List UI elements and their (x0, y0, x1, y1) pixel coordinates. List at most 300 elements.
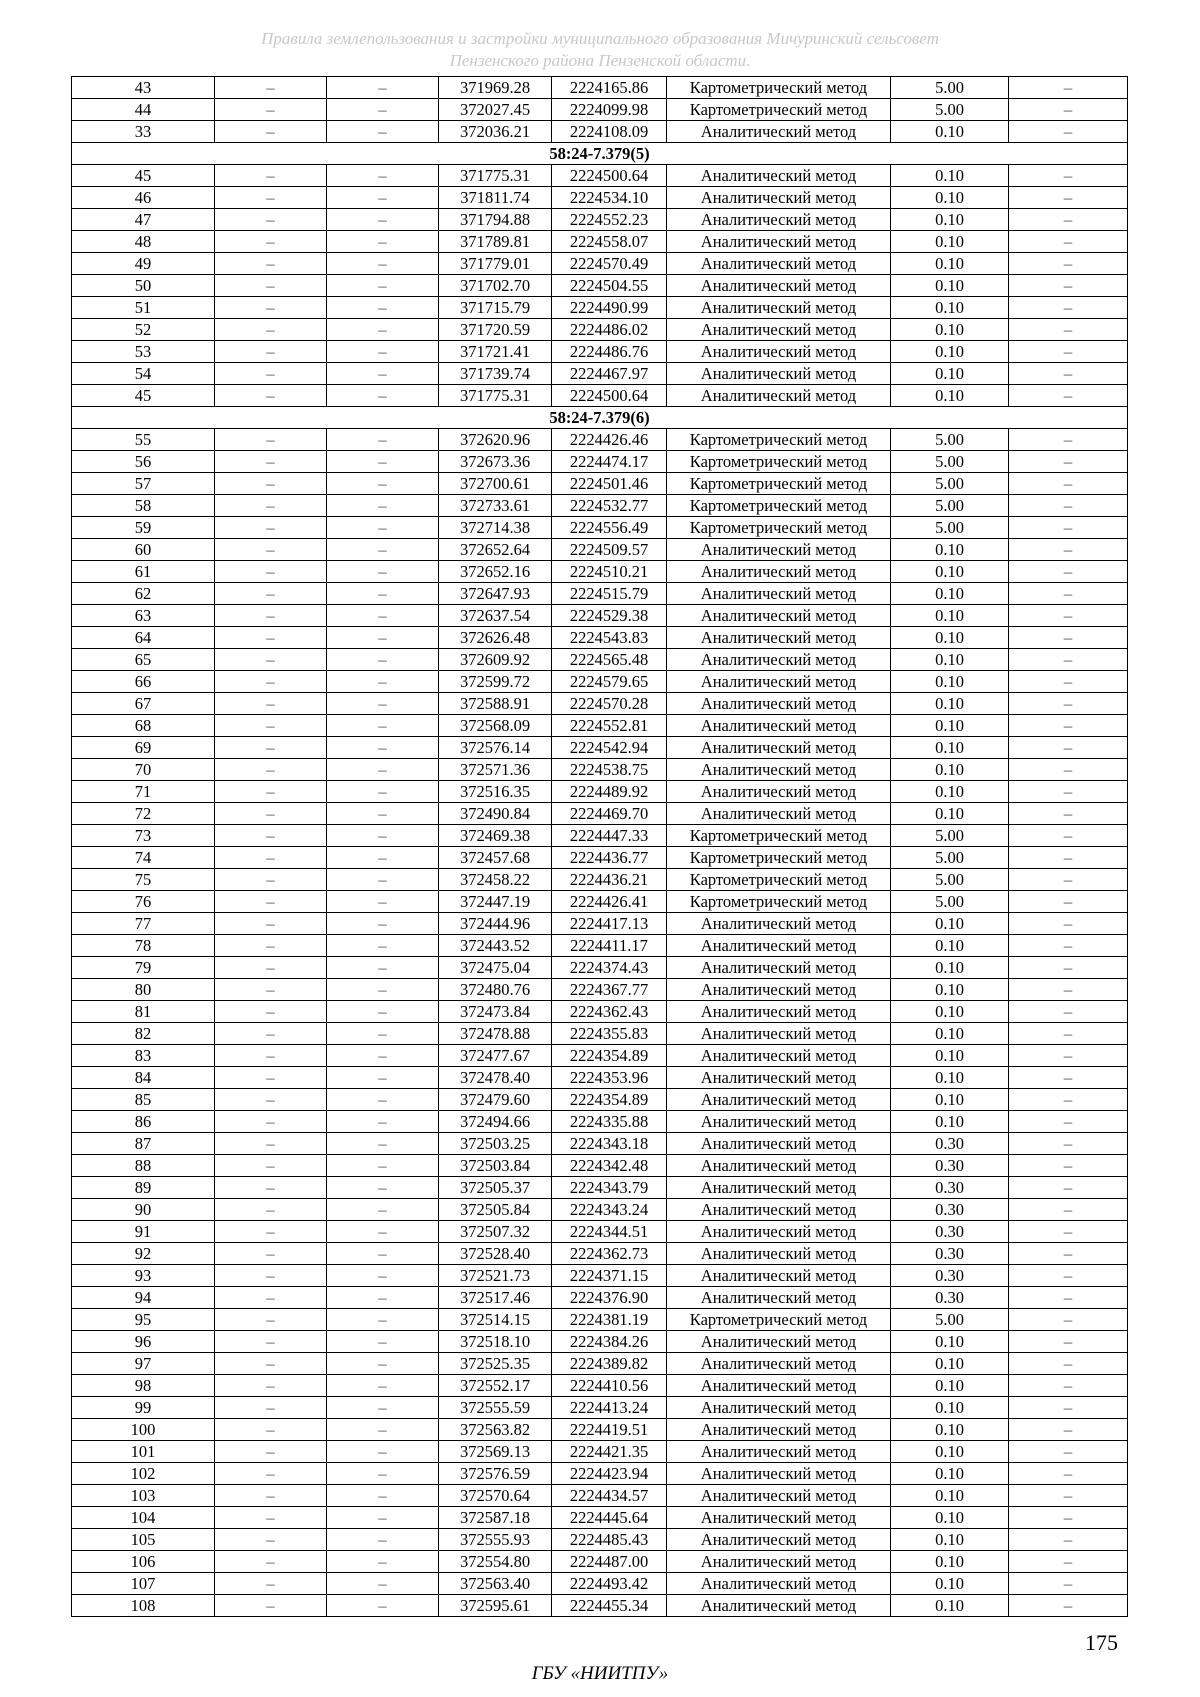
method-cell: Аналитический метод (667, 561, 891, 583)
col-8-cell: – (1009, 429, 1128, 451)
col-2-cell: – (215, 1309, 327, 1331)
col-2-cell: – (215, 979, 327, 1001)
col-8-cell: – (1009, 759, 1128, 781)
header-line-1: Правила землепользования и застройки муниципального образования Мичуринский сельсовет (261, 29, 939, 48)
x-coordinate-cell: 372652.64 (439, 539, 552, 561)
x-coordinate-cell: 372733.61 (439, 495, 552, 517)
page-number: 175 (1085, 1630, 1118, 1655)
point-number-cell: 79 (72, 957, 215, 979)
point-number-cell: 99 (72, 1397, 215, 1419)
col-8-cell: – (1009, 1507, 1128, 1529)
table-row (72, 1177, 1128, 1199)
col-3-cell: – (327, 1331, 439, 1353)
col-3-cell: – (327, 759, 439, 781)
x-coordinate-cell: 372444.96 (439, 913, 552, 935)
col-3-cell: – (327, 825, 439, 847)
col-2-cell: – (215, 1067, 327, 1089)
table-row (72, 99, 1128, 121)
x-coordinate-cell: 372505.37 (439, 1177, 552, 1199)
point-number-cell: 78 (72, 935, 215, 957)
accuracy-cell: 0.10 (891, 583, 1009, 605)
col-3-cell: – (327, 1133, 439, 1155)
section-row (72, 407, 1128, 429)
accuracy-cell: 0.10 (891, 363, 1009, 385)
y-coordinate-cell: 2224565.48 (552, 649, 667, 671)
x-coordinate-cell: 371720.59 (439, 319, 552, 341)
col-3-cell: – (327, 1419, 439, 1441)
method-cell: Аналитический метод (667, 1199, 891, 1221)
table-row (72, 209, 1128, 231)
point-number-cell: 33 (72, 121, 215, 143)
x-coordinate-cell: 372494.66 (439, 1111, 552, 1133)
accuracy-cell: 0.10 (891, 935, 1009, 957)
col-8-cell: – (1009, 1441, 1128, 1463)
accuracy-cell: 0.10 (891, 1045, 1009, 1067)
x-coordinate-cell: 372595.61 (439, 1595, 552, 1617)
y-coordinate-cell: 2224417.13 (552, 913, 667, 935)
col-8-cell: – (1009, 737, 1128, 759)
y-coordinate-cell: 2224362.73 (552, 1243, 667, 1265)
accuracy-cell: 5.00 (891, 869, 1009, 891)
col-8-cell: – (1009, 935, 1128, 957)
accuracy-cell: 0.10 (891, 737, 1009, 759)
col-3-cell: – (327, 1001, 439, 1023)
y-coordinate-cell: 2224501.46 (552, 473, 667, 495)
y-coordinate-cell: 2224552.23 (552, 209, 667, 231)
method-cell: Аналитический метод (667, 1133, 891, 1155)
col-8-cell: – (1009, 1309, 1128, 1331)
coordinates-table (71, 76, 1128, 1617)
y-coordinate-cell: 2224411.17 (552, 935, 667, 957)
col-2-cell: – (215, 781, 327, 803)
accuracy-cell: 0.10 (891, 1375, 1009, 1397)
accuracy-cell: 0.10 (891, 253, 1009, 275)
col-8-cell: – (1009, 1177, 1128, 1199)
y-coordinate-cell: 2224529.38 (552, 605, 667, 627)
y-coordinate-cell: 2224108.09 (552, 121, 667, 143)
col-2-cell: – (215, 517, 327, 539)
col-2-cell: – (215, 473, 327, 495)
col-3-cell: – (327, 1485, 439, 1507)
x-coordinate-cell: 371779.01 (439, 253, 552, 275)
point-number-cell: 101 (72, 1441, 215, 1463)
col-8-cell: – (1009, 803, 1128, 825)
y-coordinate-cell: 2224389.82 (552, 1353, 667, 1375)
method-cell: Аналитический метод (667, 121, 891, 143)
col-2-cell: – (215, 1023, 327, 1045)
point-number-cell: 88 (72, 1155, 215, 1177)
col-2-cell: – (215, 1441, 327, 1463)
col-8-cell: – (1009, 1397, 1128, 1419)
x-coordinate-cell: 372469.38 (439, 825, 552, 847)
col-8-cell: – (1009, 1595, 1128, 1617)
col-2-cell: – (215, 1243, 327, 1265)
method-cell: Картометрический метод (667, 473, 891, 495)
method-cell: Картометрический метод (667, 891, 891, 913)
method-cell: Картометрический метод (667, 847, 891, 869)
col-3-cell: – (327, 1221, 439, 1243)
col-8-cell: – (1009, 77, 1128, 99)
table-row (72, 1199, 1128, 1221)
y-coordinate-cell: 2224445.64 (552, 1507, 667, 1529)
point-number-cell: 76 (72, 891, 215, 913)
col-3-cell: – (327, 1507, 439, 1529)
point-number-cell: 102 (72, 1463, 215, 1485)
col-2-cell: – (215, 341, 327, 363)
accuracy-cell: 0.10 (891, 781, 1009, 803)
col-8-cell: – (1009, 121, 1128, 143)
table-row (72, 297, 1128, 319)
x-coordinate-cell: 372568.09 (439, 715, 552, 737)
y-coordinate-cell: 2224355.83 (552, 1023, 667, 1045)
col-2-cell: – (215, 1045, 327, 1067)
x-coordinate-cell: 372563.40 (439, 1573, 552, 1595)
col-2-cell: – (215, 1463, 327, 1485)
col-3-cell: – (327, 1551, 439, 1573)
table-row (72, 869, 1128, 891)
accuracy-cell: 0.10 (891, 319, 1009, 341)
table-row (72, 1529, 1128, 1551)
accuracy-cell: 0.10 (891, 385, 1009, 407)
accuracy-cell: 0.10 (891, 231, 1009, 253)
col-8-cell: – (1009, 275, 1128, 297)
method-cell: Аналитический метод (667, 1375, 891, 1397)
running-header (0, 28, 1200, 72)
table-row (72, 1265, 1128, 1287)
x-coordinate-cell: 372626.48 (439, 627, 552, 649)
col-8-cell: – (1009, 341, 1128, 363)
point-number-cell: 45 (72, 385, 215, 407)
y-coordinate-cell: 2224423.94 (552, 1463, 667, 1485)
accuracy-cell: 0.10 (891, 1419, 1009, 1441)
method-cell: Аналитический метод (667, 1023, 891, 1045)
col-8-cell: – (1009, 693, 1128, 715)
col-2-cell: – (215, 1529, 327, 1551)
point-number-cell: 91 (72, 1221, 215, 1243)
x-coordinate-cell: 372652.16 (439, 561, 552, 583)
col-2-cell: – (215, 583, 327, 605)
accuracy-cell: 0.10 (891, 715, 1009, 737)
accuracy-cell: 0.10 (891, 1331, 1009, 1353)
x-coordinate-cell: 372587.18 (439, 1507, 552, 1529)
x-coordinate-cell: 372555.59 (439, 1397, 552, 1419)
method-cell: Аналитический метод (667, 275, 891, 297)
col-2-cell: – (215, 627, 327, 649)
method-cell: Аналитический метод (667, 1551, 891, 1573)
method-cell: Аналитический метод (667, 1507, 891, 1529)
point-number-cell: 47 (72, 209, 215, 231)
method-cell: Аналитический метод (667, 297, 891, 319)
x-coordinate-cell: 372569.13 (439, 1441, 552, 1463)
point-number-cell: 95 (72, 1309, 215, 1331)
col-3-cell: – (327, 561, 439, 583)
col-3-cell: – (327, 715, 439, 737)
x-coordinate-cell: 372490.84 (439, 803, 552, 825)
col-2-cell: – (215, 1507, 327, 1529)
y-coordinate-cell: 2224489.92 (552, 781, 667, 803)
table-row (72, 1067, 1128, 1089)
point-number-cell: 81 (72, 1001, 215, 1023)
accuracy-cell: 5.00 (891, 891, 1009, 913)
y-coordinate-cell: 2224343.18 (552, 1133, 667, 1155)
col-2-cell: – (215, 957, 327, 979)
method-cell: Аналитический метод (667, 1067, 891, 1089)
accuracy-cell: 0.10 (891, 1441, 1009, 1463)
col-3-cell: – (327, 781, 439, 803)
col-8-cell: – (1009, 1089, 1128, 1111)
table-row (72, 1001, 1128, 1023)
table-row (72, 1111, 1128, 1133)
method-cell: Аналитический метод (667, 1155, 891, 1177)
table-row (72, 979, 1128, 1001)
col-2-cell: – (215, 1485, 327, 1507)
accuracy-cell: 0.30 (891, 1287, 1009, 1309)
accuracy-cell: 0.30 (891, 1243, 1009, 1265)
point-number-cell: 92 (72, 1243, 215, 1265)
y-coordinate-cell: 2224485.43 (552, 1529, 667, 1551)
col-3-cell: – (327, 451, 439, 473)
point-number-cell: 69 (72, 737, 215, 759)
y-coordinate-cell: 2224344.51 (552, 1221, 667, 1243)
table-row (72, 1551, 1128, 1573)
point-number-cell: 86 (72, 1111, 215, 1133)
table-row (72, 429, 1128, 451)
point-number-cell: 43 (72, 77, 215, 99)
method-cell: Аналитический метод (667, 341, 891, 363)
method-cell: Аналитический метод (667, 363, 891, 385)
y-coordinate-cell: 2224434.57 (552, 1485, 667, 1507)
point-number-cell: 71 (72, 781, 215, 803)
col-8-cell: – (1009, 187, 1128, 209)
col-3-cell: – (327, 1089, 439, 1111)
point-number-cell: 58 (72, 495, 215, 517)
col-2-cell: – (215, 1199, 327, 1221)
col-2-cell: – (215, 1155, 327, 1177)
y-coordinate-cell: 2224493.42 (552, 1573, 667, 1595)
table-row (72, 121, 1128, 143)
col-2-cell: – (215, 1595, 327, 1617)
col-2-cell: – (215, 451, 327, 473)
point-number-cell: 84 (72, 1067, 215, 1089)
col-2-cell: – (215, 1287, 327, 1309)
method-cell: Аналитический метод (667, 1331, 891, 1353)
y-coordinate-cell: 2224354.89 (552, 1089, 667, 1111)
col-3-cell: – (327, 627, 439, 649)
col-8-cell: – (1009, 561, 1128, 583)
table-row (72, 1353, 1128, 1375)
accuracy-cell: 0.10 (891, 671, 1009, 693)
accuracy-cell: 0.10 (891, 209, 1009, 231)
table-row (72, 495, 1128, 517)
method-cell: Аналитический метод (667, 1573, 891, 1595)
y-coordinate-cell: 2224384.26 (552, 1331, 667, 1353)
x-coordinate-cell: 372620.96 (439, 429, 552, 451)
col-3-cell: – (327, 891, 439, 913)
y-coordinate-cell: 2224426.46 (552, 429, 667, 451)
accuracy-cell: 0.10 (891, 297, 1009, 319)
method-cell: Аналитический метод (667, 649, 891, 671)
col-8-cell: – (1009, 1573, 1128, 1595)
point-number-cell: 108 (72, 1595, 215, 1617)
col-8-cell: – (1009, 1001, 1128, 1023)
col-3-cell: – (327, 1199, 439, 1221)
col-3-cell: – (327, 363, 439, 385)
col-3-cell: – (327, 1177, 439, 1199)
method-cell: Аналитический метод (667, 1177, 891, 1199)
table-row (72, 231, 1128, 253)
col-8-cell: – (1009, 539, 1128, 561)
table-row (72, 715, 1128, 737)
table-row (72, 1331, 1128, 1353)
table-row (72, 253, 1128, 275)
col-3-cell: – (327, 319, 439, 341)
accuracy-cell: 0.10 (891, 1529, 1009, 1551)
point-number-cell: 104 (72, 1507, 215, 1529)
x-coordinate-cell: 372588.91 (439, 693, 552, 715)
method-cell: Аналитический метод (667, 319, 891, 341)
point-number-cell: 57 (72, 473, 215, 495)
accuracy-cell: 5.00 (891, 517, 1009, 539)
col-8-cell: – (1009, 1199, 1128, 1221)
accuracy-cell: 0.10 (891, 539, 1009, 561)
x-coordinate-cell: 371775.31 (439, 165, 552, 187)
col-2-cell: – (215, 935, 327, 957)
point-number-cell: 67 (72, 693, 215, 715)
table-row (72, 957, 1128, 979)
col-2-cell: – (215, 539, 327, 561)
x-coordinate-cell: 372514.15 (439, 1309, 552, 1331)
point-number-cell: 82 (72, 1023, 215, 1045)
y-coordinate-cell: 2224510.21 (552, 561, 667, 583)
point-number-cell: 70 (72, 759, 215, 781)
col-8-cell: – (1009, 1221, 1128, 1243)
col-8-cell: – (1009, 253, 1128, 275)
col-8-cell: – (1009, 319, 1128, 341)
method-cell: Аналитический метод (667, 1529, 891, 1551)
method-cell: Аналитический метод (667, 627, 891, 649)
col-2-cell: – (215, 825, 327, 847)
table-row (72, 1573, 1128, 1595)
y-coordinate-cell: 2224570.28 (552, 693, 667, 715)
col-2-cell: – (215, 77, 327, 99)
table-row (72, 77, 1128, 99)
col-2-cell: – (215, 1573, 327, 1595)
method-cell: Аналитический метод (667, 693, 891, 715)
table-row (72, 649, 1128, 671)
col-2-cell: – (215, 737, 327, 759)
x-coordinate-cell: 371721.41 (439, 341, 552, 363)
accuracy-cell: 0.10 (891, 627, 1009, 649)
col-2-cell: – (215, 1111, 327, 1133)
table-row (72, 935, 1128, 957)
table-row (72, 275, 1128, 297)
y-coordinate-cell: 2224543.83 (552, 627, 667, 649)
col-3-cell: – (327, 649, 439, 671)
method-cell: Аналитический метод (667, 1353, 891, 1375)
table-row (72, 1309, 1128, 1331)
col-8-cell: – (1009, 1243, 1128, 1265)
y-coordinate-cell: 2224542.94 (552, 737, 667, 759)
col-3-cell: – (327, 1573, 439, 1595)
method-cell: Картометрический метод (667, 517, 891, 539)
y-coordinate-cell: 2224419.51 (552, 1419, 667, 1441)
col-2-cell: – (215, 1419, 327, 1441)
accuracy-cell: 0.10 (891, 1111, 1009, 1133)
table-row (72, 1507, 1128, 1529)
x-coordinate-cell: 372673.36 (439, 451, 552, 473)
accuracy-cell: 5.00 (891, 847, 1009, 869)
y-coordinate-cell: 2224486.76 (552, 341, 667, 363)
accuracy-cell: 0.10 (891, 759, 1009, 781)
accuracy-cell: 0.10 (891, 1573, 1009, 1595)
method-cell: Аналитический метод (667, 803, 891, 825)
col-3-cell: – (327, 1067, 439, 1089)
x-coordinate-cell: 372457.68 (439, 847, 552, 869)
table-row (72, 539, 1128, 561)
method-cell: Аналитический метод (667, 1595, 891, 1617)
table-row (72, 627, 1128, 649)
x-coordinate-cell: 372447.19 (439, 891, 552, 913)
col-8-cell: – (1009, 209, 1128, 231)
x-coordinate-cell: 372552.17 (439, 1375, 552, 1397)
accuracy-cell: 0.30 (891, 1265, 1009, 1287)
accuracy-cell: 0.30 (891, 1155, 1009, 1177)
col-2-cell: – (215, 671, 327, 693)
accuracy-cell: 0.10 (891, 957, 1009, 979)
x-coordinate-cell: 372525.35 (439, 1353, 552, 1375)
y-coordinate-cell: 2224410.56 (552, 1375, 667, 1397)
col-3-cell: – (327, 77, 439, 99)
col-2-cell: – (215, 1331, 327, 1353)
accuracy-cell: 0.10 (891, 165, 1009, 187)
col-2-cell: – (215, 363, 327, 385)
x-coordinate-cell: 372480.76 (439, 979, 552, 1001)
col-3-cell: – (327, 121, 439, 143)
method-cell: Аналитический метод (667, 913, 891, 935)
page-footer: ГБУ «НИИТПУ» (531, 1663, 669, 1684)
col-3-cell: – (327, 583, 439, 605)
point-number-cell: 66 (72, 671, 215, 693)
y-coordinate-cell: 2224376.90 (552, 1287, 667, 1309)
col-2-cell: – (215, 1353, 327, 1375)
method-cell: Картометрический метод (667, 77, 891, 99)
x-coordinate-cell: 372554.80 (439, 1551, 552, 1573)
col-2-cell: – (215, 121, 327, 143)
col-8-cell: – (1009, 1375, 1128, 1397)
col-3-cell: – (327, 165, 439, 187)
col-3-cell: – (327, 935, 439, 957)
method-cell: Картометрический метод (667, 451, 891, 473)
point-number-cell: 77 (72, 913, 215, 935)
col-8-cell: – (1009, 1463, 1128, 1485)
x-coordinate-cell: 371739.74 (439, 363, 552, 385)
col-2-cell: – (215, 847, 327, 869)
method-cell: Аналитический метод (667, 759, 891, 781)
col-3-cell: – (327, 1111, 439, 1133)
col-2-cell: – (215, 605, 327, 627)
x-coordinate-cell: 371789.81 (439, 231, 552, 253)
col-8-cell: – (1009, 1331, 1128, 1353)
col-2-cell: – (215, 187, 327, 209)
col-8-cell: – (1009, 825, 1128, 847)
col-8-cell: – (1009, 1045, 1128, 1067)
x-coordinate-cell: 371715.79 (439, 297, 552, 319)
method-cell: Аналитический метод (667, 1089, 891, 1111)
method-cell: Аналитический метод (667, 1243, 891, 1265)
table-row (72, 363, 1128, 385)
col-3-cell: – (327, 187, 439, 209)
col-2-cell: – (215, 1551, 327, 1573)
